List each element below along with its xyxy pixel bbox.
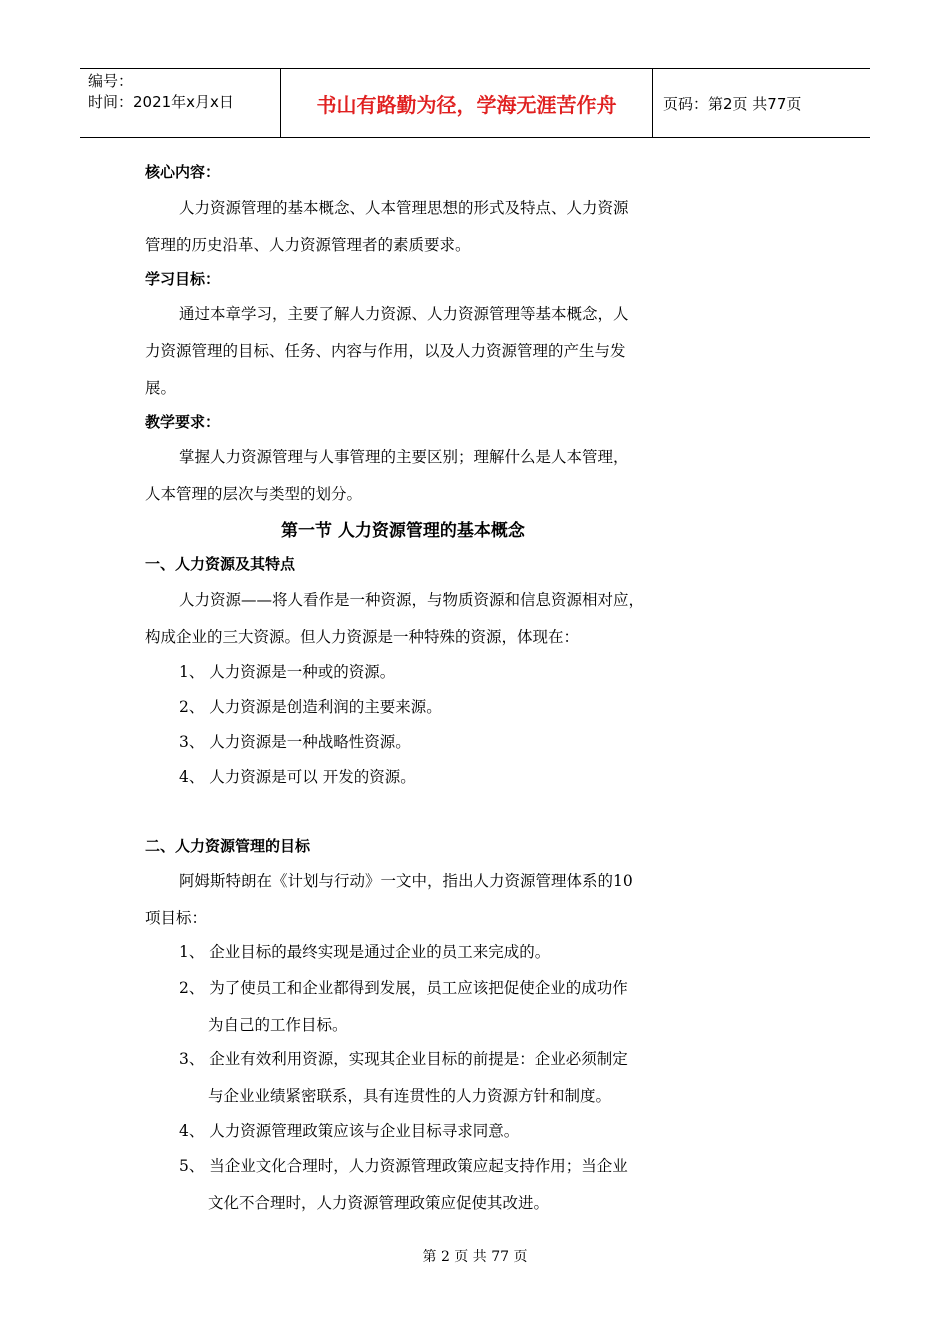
section-label-core-content: 核心内容： — [145, 163, 221, 181]
header-meta — [80, 69, 281, 137]
list-item: 3、 企业有效利用资源，实现其企业目标的前提是：企业必须制定 — [179, 1050, 628, 1068]
list-item: 3、 人力资源是一种战略性资源。 — [179, 733, 411, 751]
subsection-heading: 二、人力资源管理的目标 — [145, 837, 311, 855]
section-label-teaching-requirements: 教学要求： — [145, 413, 221, 431]
list-item-continuation: 文化不合理时，人力资源管理政策应促使其改进。 — [208, 1194, 550, 1212]
header-motto: 书山有路勤为径，学海无涯苦作舟 — [281, 69, 653, 137]
paragraph-line: 项目标： — [145, 909, 208, 927]
paragraph-line: 掌握人力资源管理与人事管理的主要区别；理解什么是人本管理， — [179, 448, 629, 466]
list-item: 4、 人力资源管理政策应该与企业目标寻求同意。 — [179, 1122, 520, 1140]
paragraph-line: 人力资源管理的基本概念、人本管理思想的形式及特点、人力资源 — [179, 199, 629, 217]
list-item: 2、 人力资源是创造利润的主要来源。 — [179, 698, 442, 716]
list-item: 4、 人力资源是可以 开发的资源。 — [179, 768, 416, 786]
list-item-continuation: 为自己的工作目标。 — [208, 1016, 348, 1034]
list-item-continuation: 与企业业绩紧密联系，具有连贯性的人力资源方针和制度。 — [208, 1087, 612, 1105]
paragraph-line: 人力资源——将人看作是一种资源，与物质资源和信息资源相对应， — [179, 591, 645, 609]
paragraph-line: 构成企业的三大资源。但人力资源是一种特殊的资源，体现在： — [145, 628, 580, 646]
paragraph-line: 阿姆斯特朗在《计划与行动》一文中，指出人力资源管理体系的10 — [179, 872, 633, 890]
header-page-info: 页码：第2页 共77页 — [663, 94, 802, 113]
paragraph-line: 管理的历史沿革、人力资源管理者的素质要求。 — [145, 236, 471, 254]
subsection-heading: 一、人力资源及其特点 — [145, 555, 296, 573]
paragraph-line: 通过本章学习，主要了解人力资源、人力资源管理等基本概念，人 — [179, 305, 629, 323]
section-title: 第一节 人力资源管理的基本概念 — [281, 521, 525, 541]
document-time: 时间：2021年x月x日 — [88, 93, 234, 111]
paragraph-line: 力资源管理的目标、任务、内容与作用，以及人力资源管理的产生与发 — [145, 342, 626, 360]
list-item: 1、 企业目标的最终实现是通过企业的员工来完成的。 — [179, 943, 551, 961]
page-footer: 第 2 页 共 77 页 — [422, 1249, 528, 1265]
list-item: 1、 人力资源是一种或的资源。 — [179, 663, 396, 681]
paragraph-line: 展。 — [145, 379, 177, 397]
list-item: 2、 为了使员工和企业都得到发展，员工应该把促使企业的成功作 — [179, 979, 628, 997]
section-label-learning-goals: 学习目标： — [145, 270, 221, 288]
list-item: 5、 当企业文化合理时，人力资源管理政策应起支持作用；当企业 — [179, 1157, 628, 1175]
paragraph-line: 人本管理的层次与类型的划分。 — [145, 485, 363, 503]
document-id-label: 编号： — [88, 72, 134, 90]
page-header — [80, 68, 870, 138]
